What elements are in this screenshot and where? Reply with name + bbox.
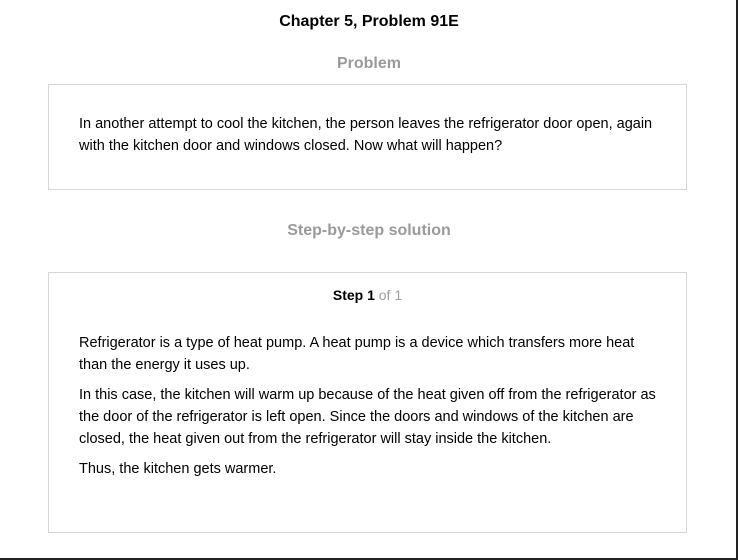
problem-heading: Problem (336, 55, 401, 72)
page-title: Chapter 5, Problem 91E (279, 13, 459, 30)
solution-paragraph: Thus, the kitchen gets warmer. (79, 461, 277, 477)
step-indicator (79, 286, 656, 304)
problem-text: In another attempt to cool the kitchen, the person leaves the refrigerator door open, again with the kitchen door and windows closed. Now what will happen? (79, 116, 653, 154)
step-total: of 1 (378, 287, 403, 303)
solution-paragraph: Refrigerator is a type of heat pump. A heat pump is a device which transfers more heat than the energy it uses up. (79, 335, 635, 373)
solution-heading: Step-by-step solution (287, 222, 451, 239)
solution-box (48, 272, 687, 533)
solution-paragraph: In this case, the kitchen will warm up because of the heat given off from the refrigerator as the door of the refrigerator is left open. Since the doors and windows of the kitchen are closed, the heat given out from the refrigerator will stay inside the kitchen. (79, 387, 656, 447)
step-label: Step 1 (332, 287, 375, 303)
problem-box (48, 84, 687, 190)
